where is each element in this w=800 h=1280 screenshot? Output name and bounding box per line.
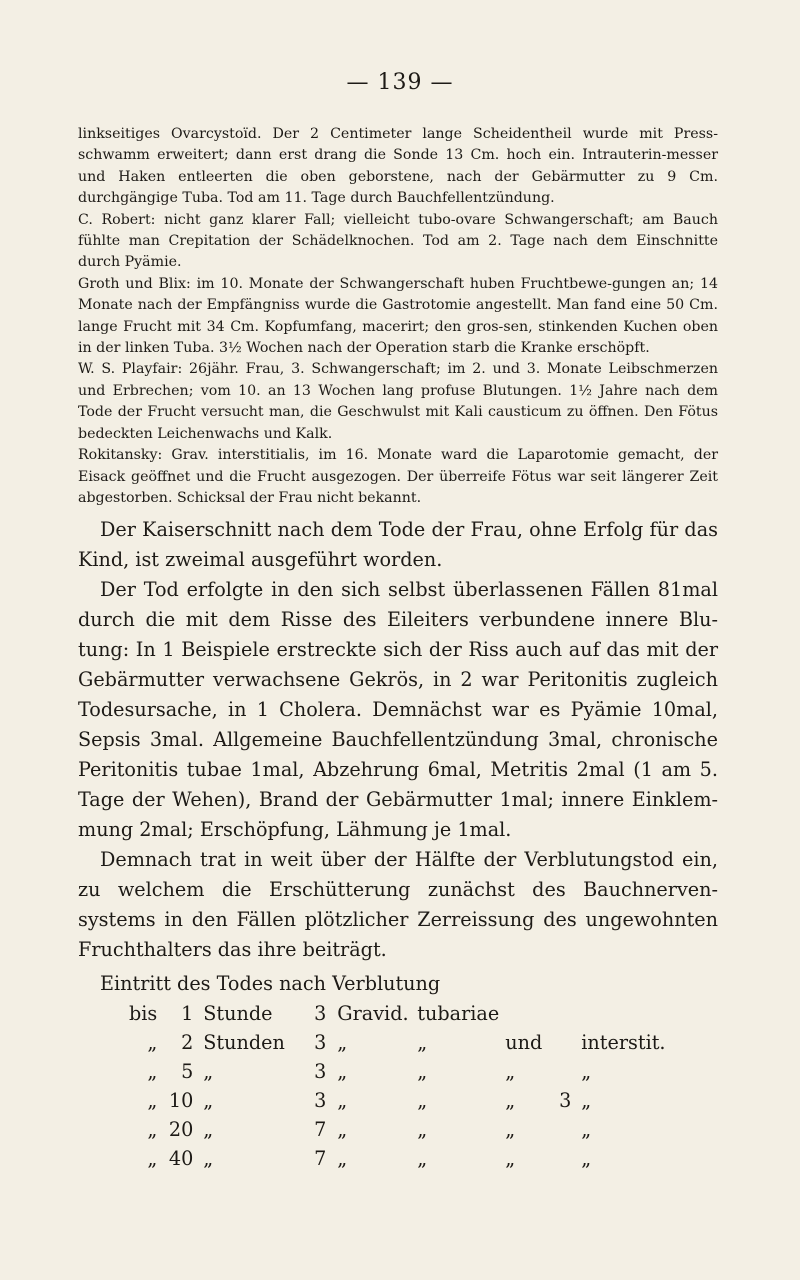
table-cell: „ — [581, 1060, 592, 1084]
table-cell — [555, 999, 581, 1028]
table-cell: „ — [337, 1031, 348, 1055]
table-cell: „ — [203, 1060, 214, 1084]
table-cell: „ — [147, 1031, 158, 1055]
table-row — [129, 1057, 672, 1086]
table-cell: „ — [417, 1060, 428, 1084]
table-cell: 3 — [314, 1060, 327, 1084]
case-reports — [78, 124, 718, 509]
paragraph-ovarcystoid: linkseitiges Ovarcystoïd. Der 2 Centimeter lange Scheidentheil wurde mit Press-schwamm erweitert; dann erst drang die Sonde 13 Cm. hoch ein. Intrauterin-messer und Haken entleerten die oben geborstene, nach der Gebärmutter zu 9 Cm. durchgängige Tuba. Tod am 11. Tage durch Bauchfellentzündung. — [78, 126, 718, 207]
table-cell: 1 — [181, 1002, 194, 1026]
paragraph-groth-blix: Groth und Blix: im 10. Monate der Schwangerschaft huben Fruchtbewe-gungen an; 14 Monate nach der Empfängniss wurde die Gastrotomie angestellt. Man fand eine 50 Cm. lange Frucht mit 34 Cm. Kopfumfang, macerirt; den gros-sen, stinkenden Kuchen oben in der linken Tuba. 3½ Wochen nach der Operation starb die Kranke erschöpft. — [78, 275, 718, 357]
table-row — [129, 1028, 672, 1057]
table-cell — [505, 999, 555, 1028]
table-cell: „ — [337, 1060, 348, 1084]
table-cell: 3 — [314, 1002, 327, 1026]
table-row — [129, 1086, 672, 1115]
table-cell: „ — [417, 1089, 428, 1113]
table-cell: 7 — [314, 1118, 327, 1142]
table-cell: 7 — [314, 1147, 327, 1171]
table-cell: Stunde — [203, 1002, 273, 1026]
table-cell: „ — [581, 1089, 592, 1113]
paragraph-verblutungstod: Demnach trat in weit über der Hälfte der Verblutungstod ein, zu welchem die Erschütterung zunächst des Bauchnerven-systems in den Fällen plötzlicher Zerreissung des ungewohnten Fruchthalters das ihre beiträgt. — [78, 848, 718, 962]
table-cell: „ — [147, 1089, 158, 1113]
table-cell: und — [505, 1031, 543, 1055]
death-timing-table — [129, 999, 672, 1173]
page-number: — 139 — — [346, 70, 454, 95]
table-cell: „ — [505, 1118, 516, 1142]
table-cell: „ — [417, 1147, 428, 1171]
table-cell: interstit. — [581, 1031, 666, 1055]
table-cell: 3 — [314, 1031, 327, 1055]
summary-section — [78, 515, 718, 965]
table-cell: „ — [147, 1118, 158, 1142]
table-row — [129, 1115, 672, 1144]
table-cell: 3 — [559, 1089, 572, 1113]
table-cell — [555, 1115, 581, 1144]
table-cell: „ — [147, 1147, 158, 1171]
table-cell: 5 — [181, 1060, 194, 1084]
table-cell: „ — [337, 1118, 348, 1142]
table-cell: „ — [581, 1118, 592, 1142]
table-cell: 20 — [168, 1118, 194, 1142]
table-cell: „ — [337, 1147, 348, 1171]
page-body — [78, 124, 718, 1173]
table-cell — [581, 999, 671, 1028]
paragraph-rokitansky: Rokitansky: Grav. interstitialis, im 16. Monate ward die Laparotomie gemacht, der Eisack geöffnet und die Frucht ausgezogen. Der überreife Fötus war seit längerer Zeit abgestorben. Schicksal der Frau nicht bekannt. — [78, 447, 718, 506]
table-cell: „ — [147, 1060, 158, 1084]
table-cell: „ — [505, 1147, 516, 1171]
table-row — [129, 999, 672, 1028]
table-cell: „ — [505, 1060, 516, 1084]
table-title: Eintritt des Todes nach Verblutung — [100, 972, 441, 996]
table-cell: „ — [337, 1089, 348, 1113]
table-cell: Gravid. — [337, 1002, 409, 1026]
table-cell: „ — [505, 1089, 516, 1113]
table-cell: 3 — [314, 1089, 327, 1113]
table-row — [129, 1144, 672, 1173]
table-cell — [555, 1057, 581, 1086]
table-cell: „ — [203, 1147, 214, 1171]
table-cell — [555, 1028, 581, 1057]
paragraph-kaiserschnitt: Der Kaiserschnitt nach dem Tode der Frau, ohne Erfolg für das Kind, ist zweimal ausgeführt worden. — [78, 518, 718, 572]
table-cell: 40 — [168, 1147, 194, 1171]
table-cell: „ — [203, 1089, 214, 1113]
table-cell: „ — [417, 1031, 428, 1055]
table-cell: tubariae — [417, 1002, 500, 1026]
paragraph-robert: C. Robert: nicht ganz klarer Fall; vielleicht tubo-ovare Schwangerschaft; am Bauch fühlte man Crepitation der Schädelknochen. Tod am 2. Tage nach dem Einschnitte durch Pyämie. — [78, 211, 718, 271]
table-cell: bis — [129, 1002, 158, 1026]
paragraph-playfair: W. S. Playfair: 26jähr. Frau, 3. Schwangerschaft; im 2. und 3. Monate Leibschmerzen und Erbrechen; vom 10. an 13 Wochen lang profuse Blutungen. 1½ Jahre nach dem Tode der Frucht versucht man, die Geschwulst mit Kali causticum zu öffnen. Den Fötus bedeckten Leichenwachs und Kalk. — [78, 361, 718, 442]
table-cell: „ — [417, 1118, 428, 1142]
table-cell — [555, 1144, 581, 1173]
table-cell: „ — [203, 1118, 214, 1142]
table-cell: 2 — [181, 1031, 194, 1055]
table-cell: „ — [581, 1147, 592, 1171]
paragraph-todesursachen: Der Tod erfolgte in den sich selbst überlassenen Fällen 81mal durch die mit dem Risse des Eileiters verbundene innere Blu-tung: In 1 Beispiele erstreckte sich der Riss auch auf das mit der Gebärmutter verwachsene Gekrös, in 2 war Peritonitis zugleich Todesursache, in 1 Cholera. Demnächst war es Pyämie 10mal, Sepsis 3mal. Allgemeine Bauchfellentzündung 3mal, chronische Peritonitis tubae 1mal, Abzehrung 6mal, Metritis 2mal (1 am 5. Tage der Wehen), Brand der Gebärmutter 1mal; innere Einklem-mung 2mal; Erschöpfung, Lähmung je 1mal. — [78, 578, 718, 842]
table-cell: Stunden — [203, 1031, 285, 1055]
table-cell: 10 — [168, 1089, 194, 1113]
